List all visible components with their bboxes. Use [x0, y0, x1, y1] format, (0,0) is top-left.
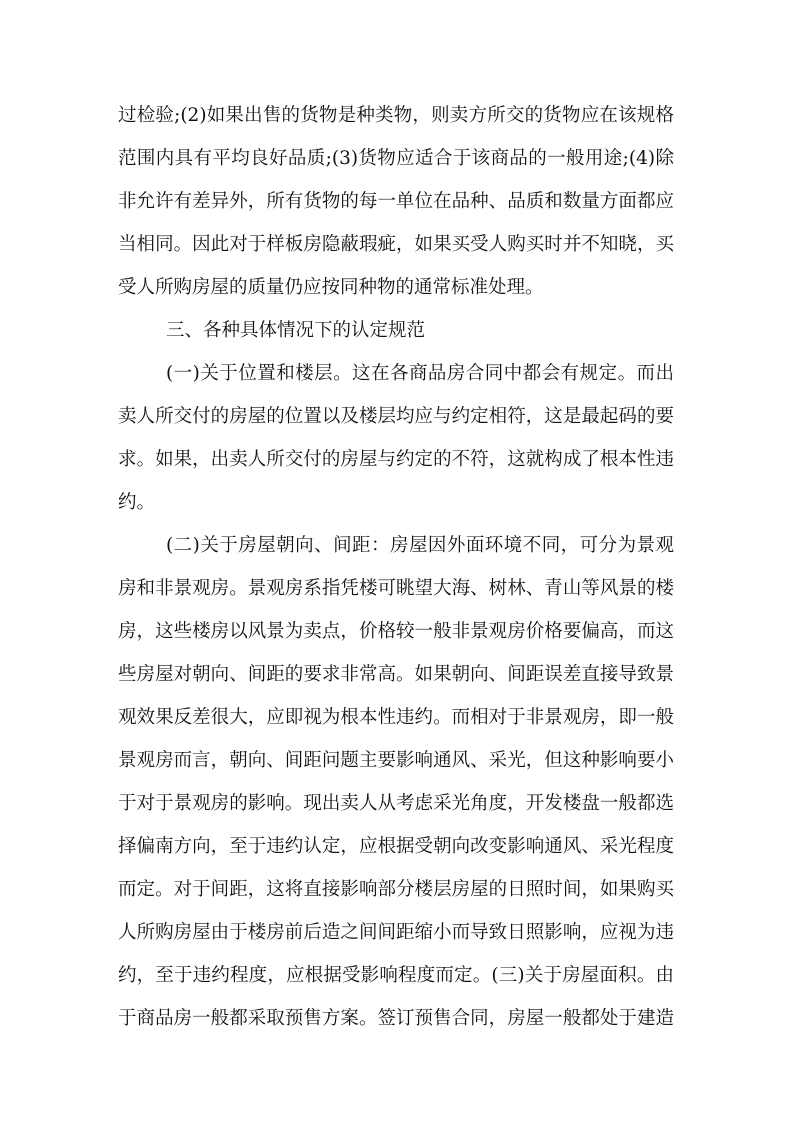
- text-line: 非允许有差异外，所有货物的每一单位在品种、品质和数量方面都应: [118, 191, 674, 212]
- text-line: 于商品房一般都采取预售方案。签订预售合同，房屋一般都处于建造: [118, 1008, 674, 1029]
- text-line: 人所购房屋由于楼房前后造之间间距缩小而导致日照影响，应视为违: [118, 922, 674, 943]
- text-line: 些房屋对朝向、间距的要求非常高。如果朝向、间距误差直接导致景: [118, 664, 674, 685]
- text-line: 过检验;(2)如果出售的货物是种类物，则卖方所交的货物应在该规格: [118, 105, 674, 126]
- text-line: 范围内具有平均良好品质;(3)货物应适合于该商品的一般用途;(4)除: [118, 148, 674, 169]
- text-line: 求。如果，出卖人所交付的房屋与约定的不符，这就构成了根本性违: [118, 449, 674, 470]
- text-line: 约，至于违约程度，应根据受影响程度而定。(三)关于房屋面积。由: [118, 965, 674, 986]
- text-line: (二)关于房屋朝向、间距：房屋因外面环境不同，可分为景观: [166, 535, 674, 556]
- text-line: 观效果反差很大，应即视为根本性违约。而相对于非景观房，即一般: [118, 707, 674, 728]
- text-line: 于对于景观房的影响。现出卖人从考虑采光角度，开发楼盘一般都选: [118, 793, 674, 814]
- text-line: 约。: [118, 492, 156, 513]
- text-line: 景观房而言，朝向、间距问题主要影响通风、采光，但这种影响要小: [118, 750, 674, 771]
- text-line: 而定。对于间距，这将直接影响部分楼层房屋的日照时间，如果购买: [118, 879, 674, 900]
- text-line: 卖人所交付的房屋的位置以及楼层均应与约定相符，这是最起码的要: [118, 406, 674, 427]
- text-line: 房和非景观房。景观房系指凭楼可眺望大海、树林、青山等风景的楼: [118, 578, 674, 599]
- section-heading: 三、各种具体情况下的认定规范: [166, 320, 426, 341]
- text-line: 当相同。因此对于样板房隐蔽瑕疵，如果买受人购买时并不知晓，买: [118, 234, 674, 255]
- text-line: 房，这些楼房以风景为卖点，价格较一般非景观房价格要偏高，而这: [118, 621, 674, 642]
- text-line: (一)关于位置和楼层。这在各商品房合同中都会有规定。而出: [166, 363, 674, 384]
- text-line: 择偏南方向，至于违约认定，应根据受朝向改变影响通风、采光程度: [118, 836, 674, 857]
- text-line: 受人所购房屋的质量仍应按同种物的通常标准处理。: [118, 277, 544, 298]
